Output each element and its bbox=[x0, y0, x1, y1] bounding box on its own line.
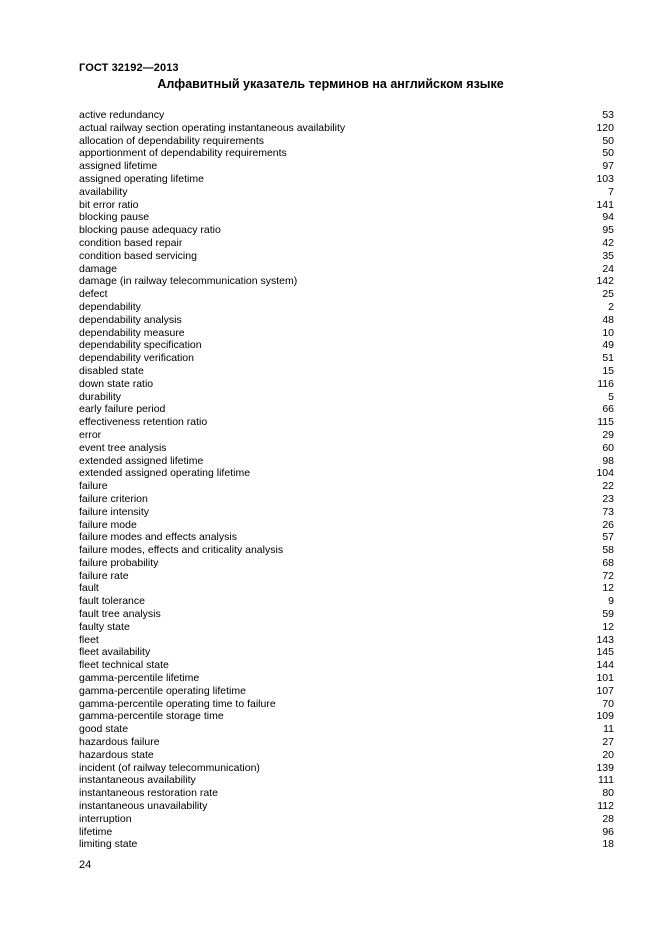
entry-term: dependability measure bbox=[79, 326, 185, 339]
entry-term: failure criterion bbox=[79, 492, 148, 505]
index-entry bbox=[79, 506, 614, 519]
entry-page-ref: 48 bbox=[602, 313, 614, 326]
index-entry bbox=[79, 211, 614, 224]
entry-page-ref: 51 bbox=[602, 352, 614, 365]
entry-page-ref: 68 bbox=[602, 556, 614, 569]
index-entry bbox=[79, 519, 614, 532]
index-entry bbox=[79, 147, 614, 160]
entry-page-ref: 70 bbox=[602, 697, 614, 710]
entry-term: dependability specification bbox=[79, 339, 202, 352]
entry-term: active redundancy bbox=[79, 109, 165, 121]
entry-page-ref: 7 bbox=[608, 185, 614, 198]
entry-page-ref: 58 bbox=[602, 544, 614, 557]
entry-page-ref: 80 bbox=[602, 787, 614, 800]
index-entry bbox=[79, 339, 614, 352]
entry-term: down state ratio bbox=[79, 377, 154, 390]
entry-term: apportionment of dependability requirements bbox=[79, 147, 287, 160]
index-entry bbox=[79, 160, 614, 173]
entry-page-ref: 139 bbox=[596, 761, 614, 774]
entry-term: dependability bbox=[79, 300, 141, 313]
entry-page-ref: 20 bbox=[602, 748, 614, 761]
index-entry bbox=[79, 263, 614, 276]
entry-page-ref: 115 bbox=[597, 416, 614, 429]
entry-term: failure rate bbox=[79, 569, 129, 582]
index-entry bbox=[79, 327, 614, 340]
entry-page-ref: 22 bbox=[602, 480, 614, 493]
entry-term: event tree analysis bbox=[79, 441, 167, 454]
entry-page-ref: 145 bbox=[596, 646, 614, 659]
index-entry bbox=[79, 275, 614, 288]
index-entry bbox=[79, 237, 614, 250]
entry-page-ref: 59 bbox=[602, 608, 614, 621]
entry-page-ref: 5 bbox=[608, 390, 614, 403]
entry-term: fault bbox=[79, 582, 99, 595]
entry-term: hazardous failure bbox=[79, 736, 160, 749]
entry-page-ref: 27 bbox=[602, 736, 614, 749]
entry-page-ref: 141 bbox=[596, 198, 614, 211]
entry-term: fault tree analysis bbox=[79, 608, 161, 621]
index-entry bbox=[79, 467, 614, 480]
index-entry bbox=[79, 531, 614, 544]
entry-term: damage (in railway telecommunication system) bbox=[79, 275, 298, 288]
page-title: Алфавитный указатель терминов на английском языке bbox=[157, 77, 504, 91]
entry-term: fleet availability bbox=[79, 646, 151, 659]
entry-term: instantaneous unavailability bbox=[79, 800, 208, 813]
index-entry bbox=[79, 749, 614, 762]
index-entry bbox=[79, 378, 614, 391]
entry-page-ref: 10 bbox=[602, 326, 614, 339]
entry-page-ref: 109 bbox=[596, 710, 614, 723]
entry-page-ref: 66 bbox=[602, 403, 614, 416]
index-entry bbox=[79, 582, 614, 595]
index-entry bbox=[79, 813, 614, 826]
entry-term: instantaneous restoration rate bbox=[79, 787, 218, 800]
index-entry bbox=[79, 621, 614, 634]
index-entry bbox=[79, 685, 614, 698]
entry-term: fleet technical state bbox=[79, 659, 169, 672]
index-entry bbox=[79, 659, 614, 672]
index-entry bbox=[79, 493, 614, 506]
index-entry bbox=[79, 826, 614, 839]
entry-term: durability bbox=[79, 390, 122, 403]
entry-page-ref: 60 bbox=[602, 441, 614, 454]
entry-page-ref: 95 bbox=[602, 224, 614, 237]
entry-page-ref: 53 bbox=[602, 109, 614, 121]
entry-page-ref: 18 bbox=[602, 838, 614, 851]
index-entry bbox=[79, 135, 614, 148]
entry-page-ref: 11 bbox=[603, 723, 614, 736]
entry-term: actual railway section operating instantaneous availability bbox=[79, 121, 346, 134]
index-entry bbox=[79, 403, 614, 416]
entry-page-ref: 116 bbox=[597, 377, 614, 390]
index-entry bbox=[79, 109, 614, 122]
index-entry bbox=[79, 250, 614, 263]
index-entry bbox=[79, 544, 614, 557]
entry-term: incident (of railway telecommunication) bbox=[79, 761, 260, 774]
entry-term: good state bbox=[79, 723, 129, 736]
page-number: 24 bbox=[79, 859, 92, 871]
entry-page-ref: 144 bbox=[596, 659, 614, 672]
index-entry bbox=[79, 570, 614, 583]
entry-page-ref: 12 bbox=[602, 620, 614, 633]
entry-page-ref: 49 bbox=[602, 339, 614, 352]
index-entry bbox=[79, 224, 614, 237]
entry-term: limiting state bbox=[79, 838, 138, 851]
entry-term: instantaneous availability bbox=[79, 774, 196, 787]
index-entry bbox=[79, 595, 614, 608]
entry-page-ref: 26 bbox=[602, 518, 614, 531]
entry-term: dependability verification bbox=[79, 352, 194, 365]
index-entry bbox=[79, 365, 614, 378]
entry-term: condition based servicing bbox=[79, 249, 197, 262]
index-entry bbox=[79, 672, 614, 685]
index-entry bbox=[79, 199, 614, 212]
entry-term: assigned operating lifetime bbox=[79, 172, 204, 185]
entry-term: allocation of dependability requirements bbox=[79, 134, 265, 147]
entry-page-ref: 72 bbox=[602, 569, 614, 582]
index-entry bbox=[79, 455, 614, 468]
entry-page-ref: 15 bbox=[602, 364, 614, 377]
entry-page-ref: 50 bbox=[602, 147, 614, 160]
entry-term: gamma-percentile storage time bbox=[79, 710, 224, 723]
entry-term: availability bbox=[79, 185, 128, 198]
term-index-list bbox=[79, 109, 614, 851]
entry-page-ref: 73 bbox=[602, 505, 614, 518]
entry-page-ref: 42 bbox=[602, 236, 614, 249]
index-entry bbox=[79, 608, 614, 621]
index-entry bbox=[79, 391, 614, 404]
entry-page-ref: 97 bbox=[602, 160, 614, 173]
entry-term: error bbox=[79, 428, 102, 441]
entry-term: blocking pause bbox=[79, 211, 150, 224]
index-entry bbox=[79, 416, 614, 429]
index-entry bbox=[79, 698, 614, 711]
entry-term: extended assigned lifetime bbox=[79, 454, 204, 467]
entry-page-ref: 103 bbox=[596, 172, 614, 185]
index-entry bbox=[79, 429, 614, 442]
entry-page-ref: 143 bbox=[596, 633, 614, 646]
entry-term: hazardous state bbox=[79, 748, 154, 761]
entry-term: effectiveness retention ratio bbox=[79, 416, 208, 429]
entry-page-ref: 35 bbox=[602, 249, 614, 262]
entry-term: early failure period bbox=[79, 403, 166, 416]
entry-term: disabled state bbox=[79, 364, 144, 377]
entry-page-ref: 57 bbox=[602, 531, 614, 544]
entry-page-ref: 112 bbox=[597, 800, 614, 813]
entry-term: gamma-percentile lifetime bbox=[79, 672, 200, 685]
index-entry bbox=[79, 480, 614, 493]
entry-page-ref: 94 bbox=[602, 211, 614, 224]
entry-term: failure modes and effects analysis bbox=[79, 531, 237, 544]
entry-term: failure intensity bbox=[79, 505, 150, 518]
entry-term: gamma-percentile operating time to failure bbox=[79, 697, 276, 710]
entry-page-ref: 29 bbox=[602, 428, 614, 441]
entry-term: interruption bbox=[79, 812, 132, 825]
index-entry bbox=[79, 186, 614, 199]
index-entry bbox=[79, 442, 614, 455]
entry-term: condition based repair bbox=[79, 236, 183, 249]
entry-term: failure modes, effects and criticality analysis bbox=[79, 544, 284, 557]
index-entry bbox=[79, 288, 614, 301]
index-entry bbox=[79, 774, 614, 787]
entry-term: fleet bbox=[79, 633, 99, 646]
entry-term: faulty state bbox=[79, 620, 130, 633]
index-entry bbox=[79, 314, 614, 327]
entry-term: gamma-percentile operating lifetime bbox=[79, 684, 246, 697]
document-code: ГОСТ 32192—2013 bbox=[79, 62, 179, 74]
index-entry bbox=[79, 646, 614, 659]
entry-page-ref: 9 bbox=[608, 595, 614, 608]
entry-page-ref: 104 bbox=[596, 467, 614, 480]
index-entry bbox=[79, 352, 614, 365]
entry-page-ref: 25 bbox=[602, 288, 614, 301]
entry-page-ref: 23 bbox=[602, 492, 614, 505]
entry-page-ref: 2 bbox=[608, 300, 614, 313]
entry-term: dependability analysis bbox=[79, 313, 182, 326]
index-entry bbox=[79, 557, 614, 570]
index-entry bbox=[79, 787, 614, 800]
index-entry bbox=[79, 710, 614, 723]
entry-page-ref: 50 bbox=[602, 134, 614, 147]
entry-page-ref: 98 bbox=[602, 454, 614, 467]
entry-page-ref: 28 bbox=[602, 812, 614, 825]
entry-term: bit error ratio bbox=[79, 198, 139, 211]
entry-page-ref: 107 bbox=[596, 684, 614, 697]
entry-page-ref: 24 bbox=[602, 262, 614, 275]
entry-term: failure bbox=[79, 480, 108, 493]
entry-page-ref: 111 bbox=[598, 774, 614, 787]
entry-page-ref: 101 bbox=[596, 672, 614, 685]
entry-page-ref: 120 bbox=[596, 121, 614, 134]
entry-term: blocking pause adequacy ratio bbox=[79, 224, 221, 237]
entry-term: lifetime bbox=[79, 825, 113, 838]
entry-term: failure probability bbox=[79, 556, 159, 569]
index-entry bbox=[79, 800, 614, 813]
index-entry bbox=[79, 173, 614, 186]
index-entry bbox=[79, 762, 614, 775]
entry-page-ref: 96 bbox=[602, 825, 614, 838]
index-entry bbox=[79, 838, 614, 851]
index-entry bbox=[79, 634, 614, 647]
entry-term: defect bbox=[79, 288, 108, 301]
entry-term: assigned lifetime bbox=[79, 160, 158, 173]
entry-page-ref: 12 bbox=[602, 582, 614, 595]
entry-term: fault tolerance bbox=[79, 595, 145, 608]
entry-term: damage bbox=[79, 262, 117, 275]
entry-page-ref: 142 bbox=[596, 275, 614, 288]
entry-term: extended assigned operating lifetime bbox=[79, 467, 251, 480]
index-entry bbox=[79, 301, 614, 314]
index-entry bbox=[79, 736, 614, 749]
index-entry bbox=[79, 723, 614, 736]
index-entry bbox=[79, 122, 614, 135]
entry-term: failure mode bbox=[79, 518, 137, 531]
